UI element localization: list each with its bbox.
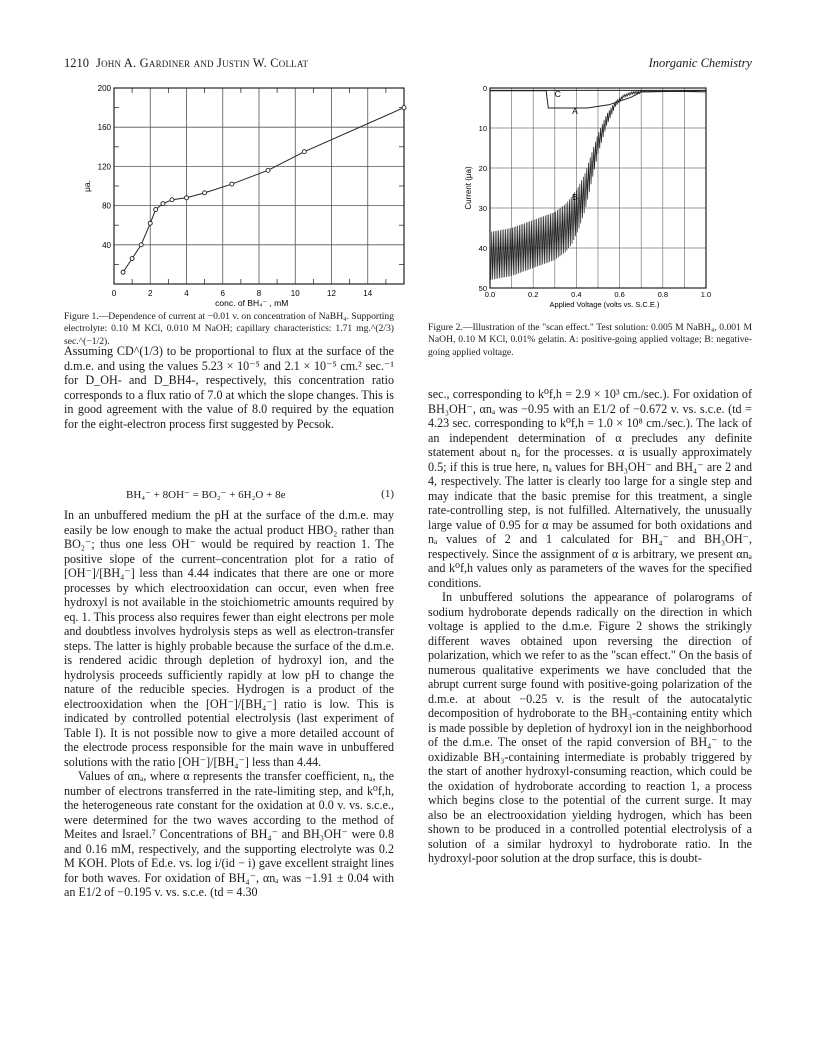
curve-label-c: C xyxy=(554,88,561,99)
paragraph: In unbuffered solutions the appearance of polarograms of sodium hydroborate depends radically on the direction in which voltage is applied to the d.m.e. Figure 2 shows the strikingly different waves obtained upon reversing the direction of polarization, which we refer to as the "scan effect." On the basis of numerous qualitative experiments we have concluded that the abrupt current surge found with positive-going polarization of the d.m.e. at about −0.25 v. is the result of the autocatalytic decomposition of hydroborate to the BH₃-containing entity which is made possible by depletion of hydroxyl ion in the neighborhood of the d.m.e. The onset of the rapid conversion of BH₄⁻ to the oxidizable BH₃-containing intermediate is probably triggered by the start of another hydroxyl-consuming reaction, which could be the oxidation of hydroborate according to reaction 1, a process which begins close to the potential of the current surge. It may also be an electrooxidation yielding hydrogen, which has been shown to be produced in a controlled potential electrolysis of a solution of a similar hydroxyl to hydroborate ratio. In the hydroxyl-poor solution at the drop surface, this is doubt- xyxy=(428,590,752,865)
data-point xyxy=(121,270,125,274)
equation-text: BH₄⁻ + 8OH⁻ = BO₂⁻ + 6H₂O + 8e xyxy=(126,489,286,501)
y-tick-label: 20 xyxy=(478,164,487,173)
x-tick-label: 12 xyxy=(327,289,336,298)
right-column xyxy=(428,387,752,866)
data-point xyxy=(130,257,134,261)
data-point xyxy=(139,243,143,247)
x-tick-label: 0.8 xyxy=(657,290,669,299)
y-axis-label: Current (μa) xyxy=(464,166,473,210)
left-column-lower xyxy=(64,508,394,900)
figure-2-chart xyxy=(462,80,722,312)
figure-1-chart xyxy=(70,80,410,310)
left-column-upper xyxy=(64,344,394,431)
y-tick-label: 30 xyxy=(478,204,487,213)
data-line xyxy=(123,108,404,273)
data-point xyxy=(161,202,165,206)
running-header xyxy=(64,56,752,72)
page-number: 1210 xyxy=(64,56,89,70)
data-point xyxy=(203,191,207,195)
curve-label-b: B xyxy=(572,192,578,202)
x-tick-label: 10 xyxy=(290,289,300,298)
paragraph: In an unbuffered medium the pH at the surface of the d.m.e. may easily be low enough to make the actual product HBO₂ rather than BO₂⁻; thus one less OH⁻ would be required by reaction 1. The positive slope of the current–concentration plot for a ratio of [OH⁻]/[BH₄⁻] less than 4.44 indicates that there are one or more processes by which electrooxidation can occur, even when free hydroxyl is not available in the stoichiometric amounts required by eq. 1. This process also requires fewer than eight electrons per mole and doubtless involves hydrolysis steps as well as electron-transfer steps. The latter is highly probable because the surface of the d.m.e. is rendered acidic through depletion of hydroxyl ion, and the hydrolysis proceeds sufficiently rapidly at low pH to change the nature of the reducible species. Hydrogen is a product of the electrooxidation when the [OH⁻]/[BH₄⁻] ratio is low. This is indicated by controlled potential electrolysis (last experiment of Table I). It is not possible now to give a more detailed account of the electrode process responsible for the main wave in unbuffered solutions with the ratio [OH⁻]/[BH₄⁻] less than 4.44. xyxy=(64,508,394,769)
x-tick-label: 6 xyxy=(220,289,225,298)
x-tick-label: 4 xyxy=(184,289,189,298)
equation-1 xyxy=(126,488,394,501)
data-point xyxy=(154,208,158,212)
x-tick-label: 14 xyxy=(363,289,373,298)
x-tick-label: 2 xyxy=(148,289,153,298)
y-tick-label: 40 xyxy=(478,244,487,253)
x-tick-label: 0.2 xyxy=(527,290,539,299)
x-axis-label: conc. of BH₄⁻ , mM xyxy=(215,298,289,308)
data-point xyxy=(170,198,174,202)
data-point xyxy=(185,196,189,200)
data-point xyxy=(148,221,152,225)
y-tick-label: 160 xyxy=(97,123,111,133)
y-axis-label: μa. xyxy=(82,180,92,192)
y-tick-label: 10 xyxy=(478,124,487,133)
y-tick-label: 50 xyxy=(478,284,487,293)
figure-2-caption: Figure 2.—Illustration of the "scan effect." Test solution: 0.005 M NaBH₄, 0.001 M NaOH, 0.10 M KCl, 0.01% gelatin. A: positive-going applied voltage; B: negative-going applied voltage. xyxy=(428,322,752,358)
x-tick-label: 0.0 xyxy=(484,290,496,299)
curve-label-a: A xyxy=(572,106,578,116)
y-tick-label: 120 xyxy=(97,162,111,172)
x-tick-label: 0 xyxy=(111,289,117,298)
y-tick-label: 80 xyxy=(102,201,111,211)
x-tick-label: 8 xyxy=(256,289,262,298)
journal-name: Inorganic Chemistry xyxy=(648,56,752,70)
x-tick-label: 0.6 xyxy=(614,290,625,299)
paragraph: sec., corresponding to k⁰f,h = 2.9 × 10³ cm./sec.). For oxidation of BH₃OH⁻, αnₐ was −0.95 with an E1/2 of −0.672 v. vs. s.c.e. (td = 4.23 sec. corresponding to k⁰f,h = 1.0 × 10⁸ cm./sec.). The lack of an independent determination of α precludes any definite statement about nₐ for the processes. α is usually approximately 0.5; if this is true here, nₐ values for BH₃OH⁻ and BH₄⁻ are 2 and 4, respectively. The latter is clearly too large for a single step and may indicate that the basic premise for this treatment, a single rate-controlling step, is not fulfilled. Alternatively, the unusually large value of 0.95 for α may be assumed for both oxidations and nₐ values of 2 and 1 calculated for BH₄⁻ and BH₃OH⁻, respectively. Since the assignment of α is arbitrary, we present αnₐ and k⁰f,h values only as parameters of the waves for the specified conditions. xyxy=(428,387,752,590)
figure-1-caption: Figure 1.—Dependence of current at −0.01 v. on concentration of NaBH₄. Supporting electrolyte: 0.10 M KCl, 0.010 M NaOH; capillary characteristics: 1.71 mg.^(2/3) sec.^(−1/2). xyxy=(64,311,394,347)
y-tick-label: 40 xyxy=(102,240,111,250)
paragraph: Values of αnₐ, where α represents the transfer coefficient, nₐ, the number of electrons transferred in the rate-limiting step, and k⁰f,h, the heterogeneous rate constant for the oxidation at 0.0 v. vs. s.c.e., were determined for the two waves according to the method of Meites and Israel.⁷ Concentrations of BH₄⁻ and BH₃OH⁻ were 0.8 and 0.16 mM, respectively, and the supporting electrolyte was 0.2 M KOH. Plots of Ed.e. vs. log i/(id − i) gave excellent straight lines for both waves. For oxidation of BH₄⁻, αnₐ was −1.91 ± 0.04 with an E1/2 of −0.195 v. vs. s.c.e. (td = 4.30 xyxy=(64,769,394,899)
x-tick-label: 0.4 xyxy=(571,290,582,299)
paragraph: Assuming CD^(1/3) to be proportional to flux at the surface of the d.m.e. and using the values 5.23 × 10⁻⁵ and 2.1 × 10⁻⁵ cm.² sec.⁻¹ for D_OH- and D_BH4-, respectively, this concentration ratio corresponds to a flux ratio of 7.0 at which the slope changes. This is in good agreement with the value of 8.0 required by the equation for the eight-electron process first suggested by Pecsok. xyxy=(64,344,394,431)
y-tick-label: 200 xyxy=(97,84,111,93)
equation-number: (1) xyxy=(381,488,394,500)
data-point xyxy=(302,150,306,154)
author-line: John A. Gardiner and Justin W. Collat xyxy=(96,56,309,70)
x-tick-label: 1.0 xyxy=(700,290,712,299)
data-point xyxy=(402,106,406,110)
data-point xyxy=(230,182,234,186)
x-axis-label: Applied Voltage (volts vs. S.C.E.) xyxy=(549,300,660,309)
data-point xyxy=(266,168,270,172)
y-tick-label: 0 xyxy=(482,84,487,93)
